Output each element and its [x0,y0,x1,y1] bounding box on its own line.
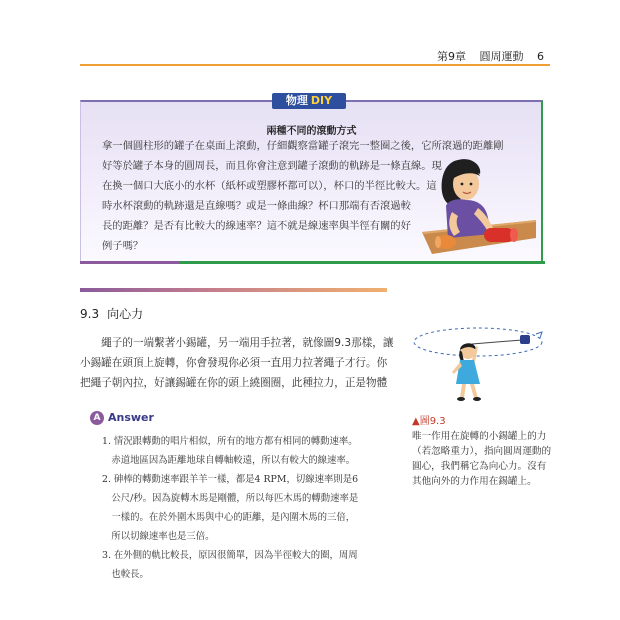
answer-line: 也較長。 [102,569,149,580]
header-rule [80,64,550,66]
chapter-label: 第9章 [437,50,466,63]
answer-line: 一樣的。在於外圍木馬與中心的距離，是內圍木馬的三倍， [102,512,356,523]
diy-text-line: 在換一個口大底小的水杯（紙杯或塑膠杯都可以），杯口的半徑比較大。這 [102,180,437,192]
answer-line: 所以切線速率也是三倍。 [102,531,215,542]
diy-bottom-accent [80,261,180,264]
figure-caption-line: （若忽略重力），指向圓周運動的 [412,446,552,457]
answer-line: 1. 情況跟轉動的唱片相似，所有的地方都有相同的轉動速率。 [102,436,358,447]
figure-caption-line: 圓心，我們稱它為向心力。沒有 [412,461,547,472]
diy-text-line: 例子嗎？ [102,240,144,252]
diy-text-line: 拿一個圓柱形的罐子在桌面上滾動，仔細觀察當罐子滾完一整圈之後，它所滾過的距離剛 [102,140,504,152]
figure-caption-line: 其他向外的力作用在錫罐上。 [412,476,537,487]
figure-twirling-can-illustration [410,318,550,408]
page-header [427,48,544,64]
diy-bottom-border [180,261,545,264]
section-heading [80,305,143,322]
diy-text-line: 時水杯滾動的軌跡還是直線嗎？或是一條曲線？杯口那端有否滾過較 [102,200,411,212]
body-text-line: 小錫罐在頭頂上旋轉，你會發現你必須一直用力拉著繩子才行。你 [80,357,388,369]
answer-line: 3. 在外側的軌比較長，原因很簡單，因為半徑較大的圈，周周 [102,550,358,561]
section-number: 9.3 [80,307,100,321]
diy-text-line: 長的距離？是否有比較大的線速率？這不就是線速率與半徑有關的好 [102,220,411,232]
answer-line: 公尺/秒。因為旋轉木馬是剛體，所以每匹木馬的轉動速率是 [102,493,359,504]
diy-tab-label: 物理 [285,94,308,107]
page-number: 6 [537,50,544,63]
answer-heading [90,407,154,426]
chapter-title: 圓周運動 [479,50,524,63]
section-divider [80,288,387,292]
body-text-line: 繩子的一端繫著小錫罐，另一端用手拉著，就像圖9.3那樣，讓 [80,337,394,349]
figure-label: ▲圖9.3 [412,416,446,427]
answer-badge: A [90,411,104,425]
diy-tab-label-en: DIY [310,94,333,107]
answer-line: 赤道地區因為距離地球自轉軸較遠，所以有較大的線速率。 [102,455,356,466]
diy-tab [272,93,346,109]
section-title: 向心力 [107,307,144,321]
answer-line: 2. 砷棒的轉動速率跟羊羊一樣，都是4 RPM，切線速率則是6 [102,474,359,485]
answer-label: Answer [108,411,154,424]
diy-text-line: 好等於罐子本身的圓周長，而且你會注意到罐子滾動的軌跡是一條直線。現 [102,160,442,172]
diy-title: 兩種不同的滾動方式 [266,126,357,137]
girl-rolling-cans-illustration [418,150,536,255]
figure-caption-line: 唯一作用在旋轉的小錫罐上的力 [412,431,547,442]
body-text-line: 把繩子朝內拉，好讓錫罐在你的頭上繞圈圈，此種拉力，正是物體 [80,377,388,389]
